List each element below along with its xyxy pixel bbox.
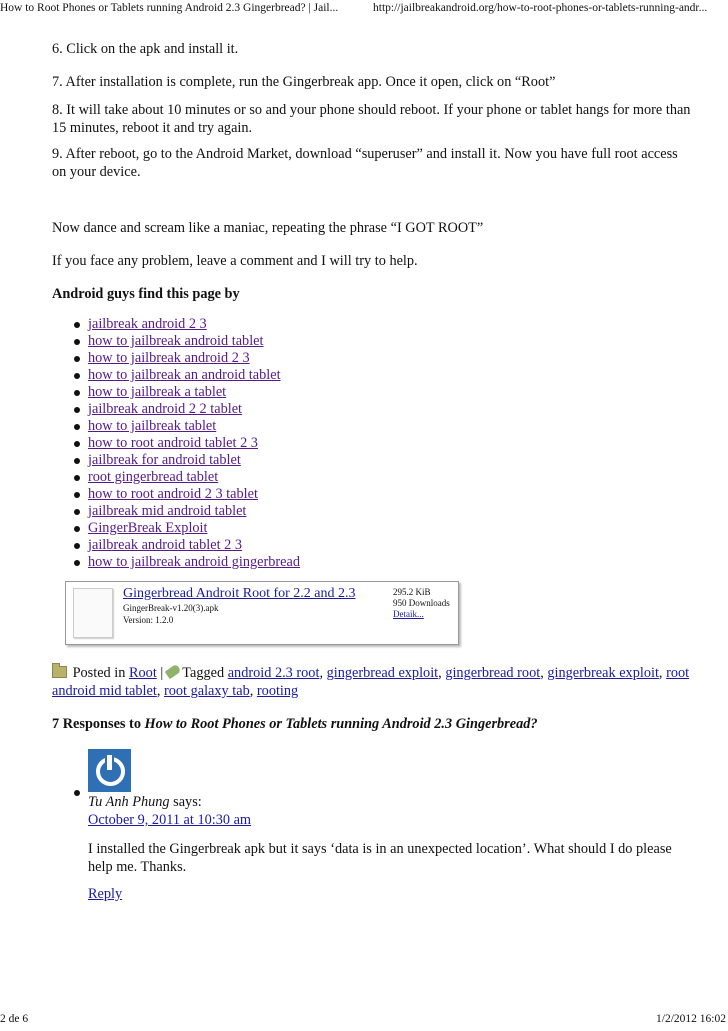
reply-link[interactable]: Reply	[88, 886, 123, 902]
list-item	[72, 384, 692, 401]
comment	[52, 749, 692, 903]
responses-prefix: 7 Responses to	[52, 716, 141, 732]
download-size: 295.2 KiB	[393, 587, 431, 597]
page-number: 2 de 6	[0, 1013, 29, 1025]
tag-link[interactable]: gingerbread exploit	[326, 665, 439, 681]
tag-link[interactable]: gingerbreak exploit	[547, 665, 659, 681]
search-term-link[interactable]: how to jailbreak android gingerbread	[88, 554, 300, 570]
tag-link[interactable]: root android mid tablet	[52, 665, 690, 699]
list-item	[72, 401, 692, 418]
comment-says: says:	[173, 794, 202, 810]
list-item	[72, 537, 692, 554]
search-term-link[interactable]: root gingerbread tablet	[88, 469, 219, 485]
search-term-link[interactable]: how to jailbreak a tablet	[88, 384, 227, 400]
comment-reply-line	[88, 885, 692, 903]
list-item	[72, 350, 692, 367]
tag-link[interactable]: rooting	[256, 683, 299, 699]
page-title: How to Root Phones or Tablets running Android 2.3 Gingerbread? | Jail...	[0, 2, 339, 14]
comment-bullet	[74, 790, 80, 796]
tag-link[interactable]: android 2.3 root	[227, 665, 320, 681]
comment-author-line	[88, 793, 692, 811]
post-meta: Posted in Root | Tagged android 2.3 root, gingerbread exploit, gingerbread root, gingerbreak exploit, root android mid tablet, root galaxy tab, rooting	[52, 665, 690, 699]
step-9: 9. After reboot, go to the Android Market, download “superuser” and install it. Now you have full root access on your device.	[52, 146, 678, 180]
step-6: 6. Click on the apk and install it.	[52, 41, 239, 57]
page-url: http://jailbreakandroid.org/how-to-root-phones-or-tablets-running-andr...	[373, 2, 708, 14]
list-item	[72, 435, 692, 452]
responses-heading	[52, 715, 692, 733]
search-term-link[interactable]: jailbreak android 2 3	[88, 316, 207, 332]
search-term-link[interactable]: jailbreak mid android tablet	[88, 503, 247, 519]
folder-icon	[52, 666, 67, 678]
list-item	[72, 520, 692, 537]
search-terms-heading: Android guys find this page by	[52, 286, 240, 302]
list-item	[72, 333, 692, 350]
step-8: 8. It will take about 10 minutes or so and your phone should reboot. If your phone or tablet hangs for more than 15 minutes, reboot it and try again.	[52, 102, 691, 136]
posted-in-label: Posted in	[72, 665, 126, 681]
search-terms-list	[52, 316, 692, 571]
list-item	[72, 554, 692, 571]
download-details-link[interactable]: Detaik...	[393, 609, 424, 619]
step-7: 7. After installation is complete, run the Gingerbreak app. Once it open, click on “Root”	[52, 74, 556, 90]
list-item	[72, 486, 692, 503]
search-term-link[interactable]: how to root android tablet 2 3	[88, 435, 258, 451]
file-thumbnail	[73, 588, 113, 638]
list-item	[72, 367, 692, 384]
comment-date-link[interactable]: October 9, 2011 at 10:30 am	[88, 812, 252, 828]
comment-author: Tu Anh Phung	[88, 794, 170, 810]
category-link[interactable]: Root	[128, 665, 157, 681]
search-term-link[interactable]: how to jailbreak android tablet	[88, 333, 264, 349]
list-item	[72, 316, 692, 333]
tag-link[interactable]: gingerbread root	[445, 665, 541, 681]
list-item	[72, 503, 692, 520]
comment-text: I installed the Gingerbreak apk but it says ‘data is in an unexpected location’. What should I do please help me. Thanks.	[88, 841, 672, 875]
print-datetime: 1/2/2012 16:02	[656, 1013, 726, 1025]
search-term-link[interactable]: jailbreak android tablet 2 3	[88, 537, 243, 553]
search-term-link[interactable]: how to jailbreak android 2 3	[88, 350, 250, 366]
tag-icon	[165, 664, 182, 679]
article-content	[52, 40, 692, 903]
comment-date-line	[88, 811, 692, 829]
list-item	[72, 452, 692, 469]
download-version: Version: 1.2.0	[123, 615, 174, 625]
tag-link[interactable]: root galaxy tab	[163, 683, 250, 699]
download-box	[65, 581, 459, 645]
tagged-label: Tagged	[182, 665, 225, 681]
list-item	[72, 418, 692, 435]
search-term-link[interactable]: jailbreak android 2 2 tablet	[88, 401, 243, 417]
print-header	[0, 0, 728, 18]
search-term-link[interactable]: how to jailbreak tablet	[88, 418, 217, 434]
closing-line-2: If you face any problem, leave a comment and I will try to help.	[52, 253, 418, 269]
responses-post-title: How to Root Phones or Tablets running Android 2.3 Gingerbread?	[144, 716, 538, 732]
search-term-link[interactable]: GingerBreak Exploit	[88, 520, 208, 536]
search-term-link[interactable]: how to root android 2 3 tablet	[88, 486, 258, 502]
search-term-link[interactable]: how to jailbreak an android tablet	[88, 367, 281, 383]
closing-line-1: Now dance and scream like a maniac, repeating the phrase “I GOT ROOT”	[52, 220, 484, 236]
search-term-link[interactable]: jailbreak for android tablet	[88, 452, 241, 468]
list-item	[72, 469, 692, 486]
avatar	[88, 749, 131, 792]
download-filename: GingerBreak-v1.20(3).apk	[123, 603, 219, 613]
download-count: 950 Downloads	[393, 598, 450, 608]
download-title-link[interactable]: Gingerbread Androit Root for 2.2 and 2.3	[123, 586, 356, 601]
meta-separator: |	[160, 665, 164, 681]
